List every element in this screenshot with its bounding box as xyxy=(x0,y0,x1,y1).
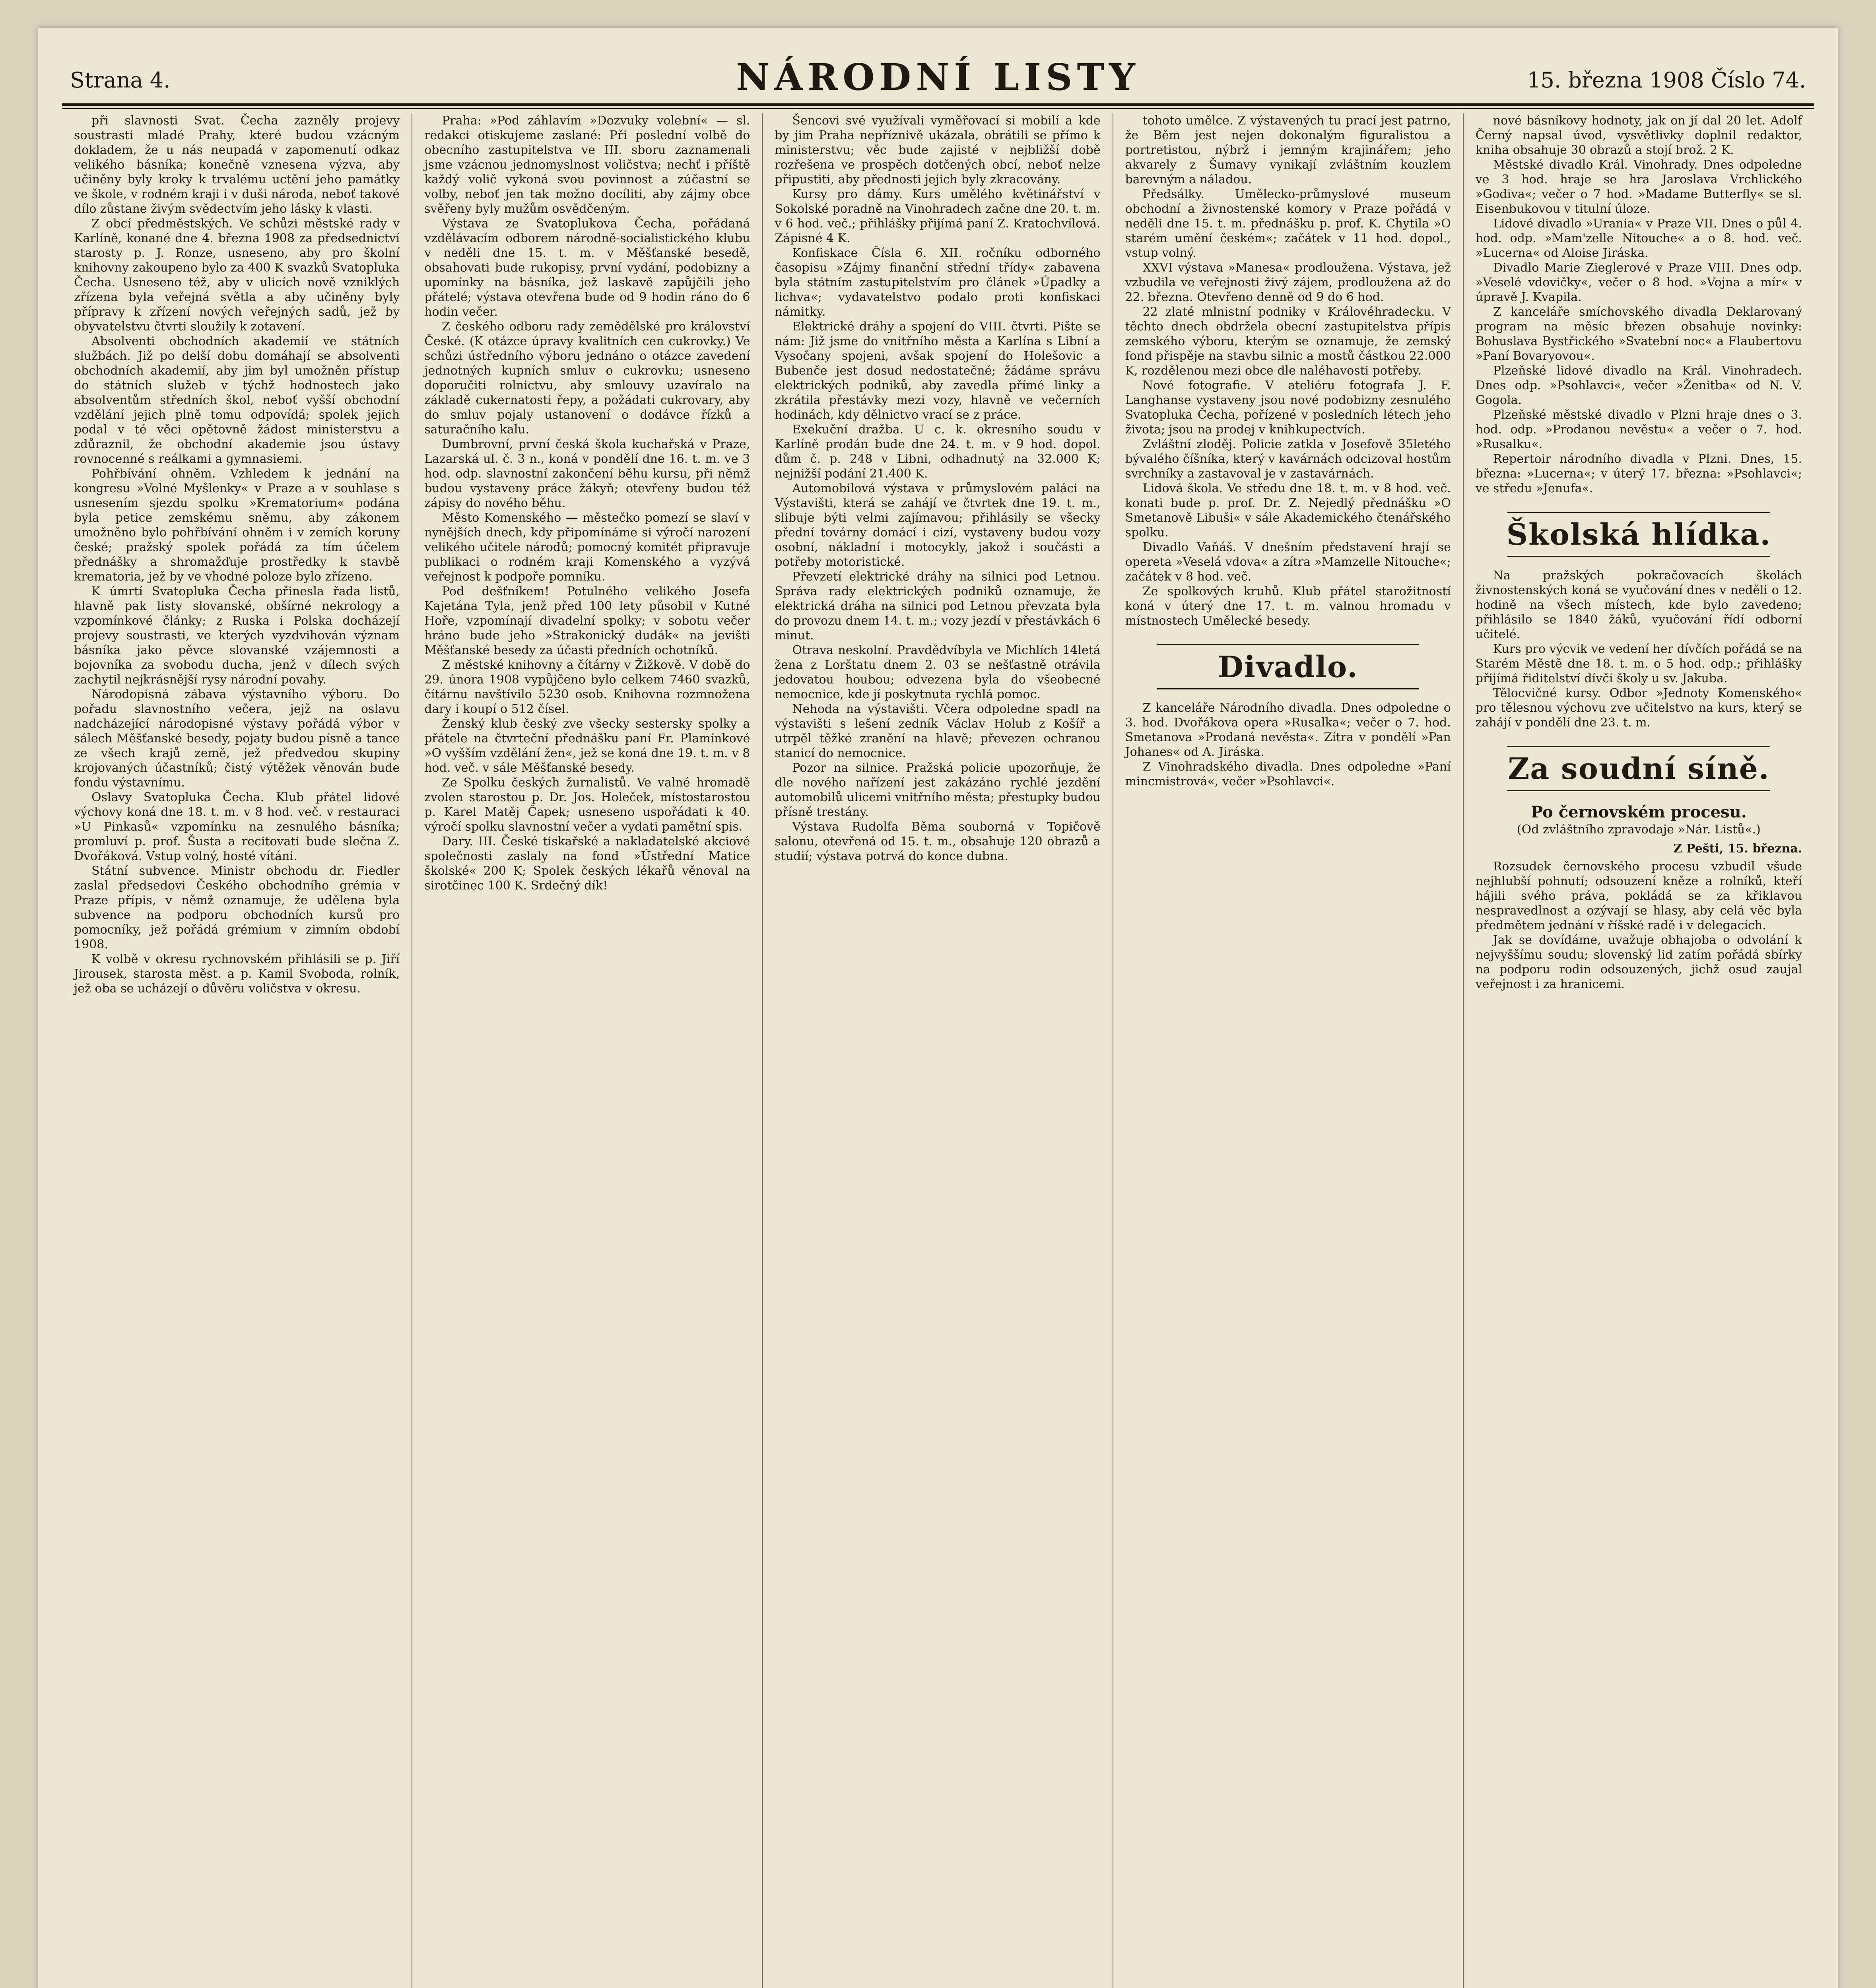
news-item: Rozsudek černovského procesu vzbudil všude nejhlubší pohnutí; odsouzení kněze a rolníků, kteří hájili svého práva, pokládá se za křiklavou nespravedlnost a ozývají se hlasy, aby celá věc byla předmětem jednání v říšské radě i v delegacích. xyxy=(1475,860,1802,932)
school-heading: Školská hlídka. xyxy=(1506,518,1771,552)
news-item: Město Komenského — městečko pomezí se slaví v nynějších dnech, kdy připomínáme si výročí narození velikého učitele národů; pomocný komitét připravuje publikaci o rodném kraji Komenského a vyzývá veřejnost k podpoře pomníku. xyxy=(424,511,750,584)
news-item: Elektrické dráhy a spojení do VIII. čtvrti. Pište se nám: Již jsme do vnitřního města a Karlína s Libní a Vysočany spojeni, avšak spojení do Holešovic a Bubenče jest dosud nedostatečné; žádáme správu elektrických podniků, aby zavedla přímé linky a zkrátila přestávky mezi vozy, hlavně ve večerních hodinách, kdy dělnictvo vrací se z práce. xyxy=(775,320,1101,422)
news-item: 22 zlaté mlnistní podniky v Královéhradecku. V těchto dnech obdržela obecní zastupitelstva přípis zemského výboru, kterým se oznamuje, že zemský fond přispěje na stavbu silnic a mostů částkou 22.000 K, rozdělenou mezi obce dle naléhavosti potřeby. xyxy=(1125,305,1451,378)
news-item: Repertoir národního divadla v Plzni. Dnes, 15. března: »Lucerna«; v úterý 17. března: »Psohlavci«; ve středu »Jenufa«. xyxy=(1475,452,1802,495)
news-item: Nehoda na výstavišti. Včera odpoledne spadl na výstavišti s lešení zedník Václav Holub z Košíř a utrpěl těžké zranění na hlavě; převezen ochranou stanicí do nemocnice. xyxy=(775,702,1101,760)
news-item: Z kanceláře smíchovského divadla Deklarovaný program na měsíc březen obsahuje novinky: Bohuslava Bystřického »Svatební noc« a Flaubertovu »Paní Bovaryovou«. xyxy=(1475,305,1802,363)
news-item: při slavnosti Svat. Čecha zazněly projevy soustrasti mladé Prahy, které budou vzácným dokladem, že u nás neupadá v zapomenutí odkaz velikého básníka; konečně vznesena výzva, aby učiněny byly kroky k trvalému uctění jeho památky ve škole, v rodném kraji i v duši národa, neboť takové dílo zůstane živým svědectvím jeho lásky k vlasti. xyxy=(74,114,400,216)
news-item: Zvláštní zloděj. Policie zatkla v Josefově 35letého bývalého číšníka, který v kavárnách odcizoval hostům svrchníky a zastavoval je v zastavárnách. xyxy=(1125,437,1451,481)
page-number: Strana 4. xyxy=(70,68,171,93)
news-item: Absolventi obchodních akademií ve státních službách. Již po delší dobu domáhají se absolventi obchodních akademií, aby jim byl umožněn přístup do státních služeb v týchž hodnostech jako absolventům středních škol, neboť vyšší obchodní vzdělání jejich plně tomu odpovídá; spolek jejich podal v té věci opětovně žádost ministerstvu a zdůraznil, že obchodní akademie jsou ústavy rovnocenné s reálkami a gymnasiemi. xyxy=(74,334,400,466)
news-item: Ženský klub český zve všecky sestersky spolky a přátele na čtvrteční přednášku paní Fr. Plamínkové »O vyšším vzdělání žen«, jež se koná dne 19. t. m. v 8 hod. več. v sále Měšťanské besedy. xyxy=(424,717,750,775)
news-item: Z Vinohradského divadla. Dnes odpoledne »Paní mincmistrová«, večer »Psohlavci«. xyxy=(1125,760,1451,788)
newspaper-page xyxy=(38,28,1838,1988)
news-item: Oslavy Svatopluka Čecha. Klub přátel lidové výchovy koná dne 18. t. m. v 8 hod. več. v restauraci »U Pinkasů« vzpomínku na zesnulého básníka; promluví p. prof. Šusta a recitovati bude slečna Z. Dvořáková. Vstup volný, hosté vítáni. xyxy=(74,790,400,863)
news-item: Pozor na silnice. Pražská policie upozorňuje, že dle nového nařízení jest zakázáno rychlé jezdění automobilů ulicemi vnitřního města; přestupky budou přísně trestány. xyxy=(775,761,1101,819)
news-item: Dumbrovní, první česká škola kuchařská v Praze, Lazarská ul. č. 3 n., koná v pondělí dne 16. t. m. ve 3 hod. odp. slavnostní zakončení běhu kursu, při němž budou vystaveny práce žákyň; otevřeny budou též zápisy do nového běhu. xyxy=(424,437,750,510)
news-item: Divadlo Marie Zieglerové v Praze VIII. Dnes odp. »Veselé vdovičky«, večer o 8 hod. »Vojna a mír« v úpravě J. Kvapila. xyxy=(1475,261,1802,304)
masthead xyxy=(62,44,1814,103)
news-item: Pod dešťníkem! Potulného velikého Josefa Kajetána Tyla, jenž před 100 lety působil v Kutné Hoře, vzpomínají divadelní spolky; v sobotu večer hráno bude jeho »Strakonický dudák« na jevišti Měšťanské besedy za účasti předních ochotníků. xyxy=(424,584,750,657)
news-item: Z českého odboru rady zemědělské pro království České. (K otázce úpravy kvalitních cen cukrovky.) Ve schůzi ústředního výboru jednáno o otázce zavedení jednotných kupních smluv o cukrovku; usneseno doporučiti rolnictvu, aby smlouvy uzavíralo na základě cukernatosti řepy, a požádati cukrovary, aby do smluv pojaly ustanovení o dodávce řízků a saturačního kalu. xyxy=(424,320,750,437)
news-item: Předsálky. Umělecko-průmyslové museum obchodní a živnostenské komory v Praze pořádá v neděli dne 15. t. m. přednášku p. prof. K. Chytila »O starém umění českém«; začátek v 11 hod. dopol., vstup volný. xyxy=(1125,187,1451,260)
news-item: K úmrtí Svatopluka Čecha přinesla řada listů, hlavně pak listy slovanské, obšírné nekrology a vzpomínkové články; z Ruska i Polska docházejí projevy soustrasti, ve kterých vyzdvihován význam básníka jako pěvce slovanské vzájemnosti a bojovníka za svobodu ducha, jenž v dílech svých zachytil nejkrásnější rysy národní povahy. xyxy=(74,584,400,687)
news-item: Na pražských pokračovacích školách živnostenských koná se vyučování dnes v neděli o 12. hodině na všech místech, kde bylo zavedeno; přihlásilo se 1840 žáků, vyučování řídí odborní učitelé. xyxy=(1475,569,1802,641)
column-1 xyxy=(62,113,412,1988)
news-item: Otrava neskolní. Pravdědvíbyla ve Michlích 14letá žena z Lorštatu dnem 2. 03 se nešťastně otrávila jedovatou houbou; odvezena byla do všeobecné nemocnice, kde jí poskytnuta rychlá pomoc. xyxy=(775,643,1101,701)
court-section xyxy=(1476,746,1802,791)
news-item: Lidové divadlo »Urania« v Praze VII. Dnes o půl 4. hod. odp. »Mam'zelle Nitouche« a o 8. hod. več. »Lucerna« od Aloise Jiráska. xyxy=(1475,217,1802,260)
news-item: Státní subvence. Ministr obchodu dr. Fiedler zaslal předsedovi Českého obchodního grémia v Praze přípis, v němž oznamuje, že udělena byla subvence na podporu obchodních kursů pro pomocníky, jež pořádá grémium v zimním období 1908. xyxy=(74,864,400,951)
column-5 xyxy=(1464,113,1814,1988)
news-item: Z obcí předměstských. Ve schůzi městské rady v Karlíně, konané dne 4. března 1908 za předsednictví starosty p. J. Ronze, usneseno, aby pro školní knihovny zakoupeno bylo za 400 K svazků Svatopluka Čecha. Usneseno též, aby v ulicích nově vzniklých zřízena byla veřejná světla a aby učiněny byly přípravy k zřízení nových veřejných sadů, jež by obyvatelstvu čtvrti sloužily k zotavení. xyxy=(74,217,400,334)
news-item: Pohřbívání ohněm. Vzhledem k jednání na kongresu »Volné Myšlenky« v Praze a v souhlase s usnesením sjezdu spolku »Krematorium« podána byla petice zemskému sněmu, aby zákonem umožněno bylo pohřbívání ohněm i v zemích koruny české; pražský spolek pořádá za tím účelem přednášky a shromažďuje prostředky k stavbě krematoria, jež by ve vhodné poloze bylo zřízeno. xyxy=(74,467,400,584)
news-item: Šencovi své využívali vyměřovací si mobilí a kde by jim Praha nepříznivě ukázala, obrátili se přímo k ministerstvu; věc bude zajisté v nejbližší době rozřešena ve prospěch dotčených obcí, neboť nelze připustiti, aby přednosti jejich byly zkracovány. xyxy=(775,114,1101,186)
news-item: Převzetí elektrické dráhy na silnici pod Letnou. Správa rady elektrických podniků oznamuje, že elektrická dráha na silnici pod Letnou převzata byla do provozu dnem 14. t. m.; vozy jezdí v přestávkách 6 minut. xyxy=(775,570,1101,643)
news-item: Ze spolkových kruhů. Klub přátel starožitností koná v úterý dne 17. t. m. valnou hromadu v místnostech Umělecké besedy. xyxy=(1125,584,1451,628)
news-item: Lidová škola. Ve středu dne 18. t. m. v 8 hod. več. konati bude p. prof. Dr. Z. Nejedlý přednášku »O Smetanově Libuši« v sále Akademického čtenářského spolku. xyxy=(1125,481,1451,540)
news-item: Praha: »Pod záhlavím »Dozvuky volební« — sl. redakci otiskujeme zaslané: Při poslední volbě do obecního zastupitelstva ve III. sboru zaznamenali jsme vzácnou jednomyslnost voličstva; nechť i příště každý volič vykoná svou povinnost a zúčastní se volby, neboť jen tak možno docíliti, aby zájmy obce svěřeny byly mužům osvědčeným. xyxy=(424,114,750,216)
news-item: Exekuční dražba. U c. k. okresního soudu v Karlíně prodán bude dne 24. t. m. v 9 hod. dopol. dům č. p. 248 v Libni, odhadnutý na 32.000 K; nejnižší podání 21.400 K. xyxy=(775,423,1101,481)
news-item: Ze Spolku českých žurnalistů. Ve valné hromadě zvolen starostou p. Dr. Jos. Holeček, místostarostou p. Karel Matěj Čapek; usneseno uspořádati k 40. výročí spolku slavnostní večer a vydati pamětní spis. xyxy=(424,776,750,834)
news-item: Městské divadlo Král. Vinohrady. Dnes odpoledne ve 3 hod. hraje se hra Jaroslava Vrchlického »Godiva«; večer o 7 hod. »Madame Butterfly« se sl. Eisenbukovou v titulní úloze. xyxy=(1475,158,1802,216)
news-item: K volbě v okresu rychnovském přihlásili se p. Jiří Jirousek, starosta měst. a p. Kamil Svoboda, rolník, jež oba se ucházejí o důvěru voličstva v okresu. xyxy=(74,952,400,996)
column-2 xyxy=(412,113,763,1988)
news-item: Kursy pro dámy. Kurs umělého květinářství v Sokolské poradně na Vinohradech začne dne 20. t. m. v 6 hod. več.; přihlášky přijímá paní Z. Kratochvílová. Zápisné 4 K. xyxy=(775,187,1101,245)
news-item: Z kanceláře Národního divadla. Dnes odpoledne o 3. hod. Dvořákova opera »Rusalka«; večer o 7. hod. Smetanova »Prodaná nevěsta«. Zítra v pondělí »Pan Johanes« od A. Jiráska. xyxy=(1125,701,1451,759)
news-item: Plzeňské lidové divadlo na Král. Vinohradech. Dnes odp. »Psohlavci«, večer »Ženitba« od N. V. Gogola. xyxy=(1475,364,1802,407)
issue-date: 15. března 1908 Číslo 74. xyxy=(1527,68,1806,93)
news-item: Kurs pro výcvik ve vedení her dívčích pořádá se na Starém Městě dne 18. t. m. o 5 hod. odp.; přihlášky přijímá řiditelství dívčí školy u sv. Jakuba. xyxy=(1475,642,1802,685)
column-4 xyxy=(1113,113,1464,1988)
court-dateline: Z Pešti, 15. března. xyxy=(1673,842,1802,856)
newspaper-title: NÁRODNÍ LISTY xyxy=(736,56,1140,99)
court-heading: Za soudní síně. xyxy=(1508,752,1770,786)
news-item: Jak se dovídáme, uvažuje obhajoba o odvolání k nejvyššímu soudu; slovenský lid zatím pořádá sbírky na podporu rodin odsouzených, jichž osud zaujal veřejnost i za hranicemi. xyxy=(1475,933,1802,991)
news-item: nové básníkovy hodnoty, jak on jí dal 20 let. Adolf Černý napsal úvod, vysvětlivky doplnil redaktor, kniha obsahuje 30 obrazů a stojí brož. 2 K. xyxy=(1475,114,1802,157)
news-item: XXVI výstava »Manesa« prodloužena. Výstava, jež vzbudila ve veřejnosti živý zájem, prodloužena až do 22. března. Otevřeno denně od 9 do 6 hod. xyxy=(1125,261,1451,304)
news-item: Plzeňské městské divadlo v Plzni hraje dnes o 3. hod. odp. »Prodanou nevěstu« a večer o 7. hod. »Rusalku«. xyxy=(1475,408,1802,451)
news-item: tohoto umělce. Z výstavených tu prací jest patrno, že Běm jest nejen dokonalým figuralistou a portretistou, nýbrž i jemným krajinářem; jeho akvarely z Šumavy vynikají zvláštním kouzlem barevným a náladou. xyxy=(1125,114,1451,186)
news-item: Z městské knihovny a čítárny v Žižkově. V době do 29. února 1908 vypůjčeno bylo celkem 7460 svazků, čítárnu navštívilo 5230 osob. Knihovna rozmnožena dary i koupí o 512 čísel. xyxy=(424,658,750,716)
news-item: Divadlo Vaňáš. V dnešním představení hrají se opereta »Veselá vdova« a zítra »Mamzelle Nitouche«; začátek v 8 hod. več. xyxy=(1125,540,1451,584)
news-item: Výstava ze Svatoplukova Čecha, pořádaná vzdělávacím odborem národně-socialistického klubu v neděli dne 15. t. m. v Měšťanské besedě, obsahovati bude rukopisy, první vydání, podobizny a upomínky na básníka, jež laskavě zapůjčili jeho přátelé; výstava otevřena bude od 9 hodin ráno do 6 hodin večer. xyxy=(424,217,750,319)
court-subheading: Po černovském procesu. xyxy=(1531,803,1747,821)
news-item: Tělocvičné kursy. Odbor »Jednoty Komenského« pro tělesnou výchovu zve učitelstvo na kurs, který se zahájí v pondělí dne 23. t. m. xyxy=(1475,686,1802,730)
news-item: Výstava Rudolfa Běma souborná v Topičově salonu, otevřená od 15. t. m., obsahuje 120 obrazů a studií; výstava potrvá do konce dubna. xyxy=(775,820,1101,863)
masthead-rule xyxy=(62,103,1814,109)
news-item: Automobilová výstava v průmyslovém paláci na Výstavišti, která se zahájí ve čtvrtek dne 19. t. m., slibuje býti velmi zajímavou; přihlásily se všecky přední továrny domácí i cizí, vystaveny budou vozy osobní, nákladní i motocykly, jakož i součásti a potřeby motoristické. xyxy=(775,481,1101,569)
news-item: Konfiskace Čísla 6. XII. ročníku odborného časopisu »Zájmy finanční střední třídy« zabavena byla státním zastupitelstvím pro článek »Úpadky a lichva«; vydavatelstvo podalo proti konfiskaci námitky. xyxy=(775,246,1101,319)
text-columns xyxy=(62,113,1814,1988)
theatre-heading: Divadlo. xyxy=(1218,650,1358,684)
court-byline: (Od zvláštního zpravodaje »Nár. Listů«.) xyxy=(1517,823,1761,837)
news-item: Nové fotografie. V ateliéru fotografa J. F. Langhanse vystaveny jsou nové podobizny zesnulého Svatopluka Čecha, pořízené v posledních létech jeho života; jsou na prodej v knihkupectvích. xyxy=(1125,379,1451,437)
school-section xyxy=(1476,512,1802,557)
theatre-section xyxy=(1125,644,1451,689)
column-3 xyxy=(763,113,1113,1988)
news-item: Národopisná zábava výstavního výboru. Do pořadu slavnostního večera, jejž na oslavu nadcházející národopisné výstavy pořádá výbor v sálech Měšťanské besedy, pojaty budou písně a tance ze všech krajů země, jež předvedou skupiny krojovaných účastníků; čistý výtěžek věnován bude fondu výstavnímu. xyxy=(74,687,400,790)
news-item: Dary. III. České tiskařské a nakladatelské akciové společnosti zaslaly na fond »Ústřední Matice školské« 200 K; Spolek českých lékařů věnoval na sirotčinec 100 K. Srdečný dík! xyxy=(424,835,750,893)
